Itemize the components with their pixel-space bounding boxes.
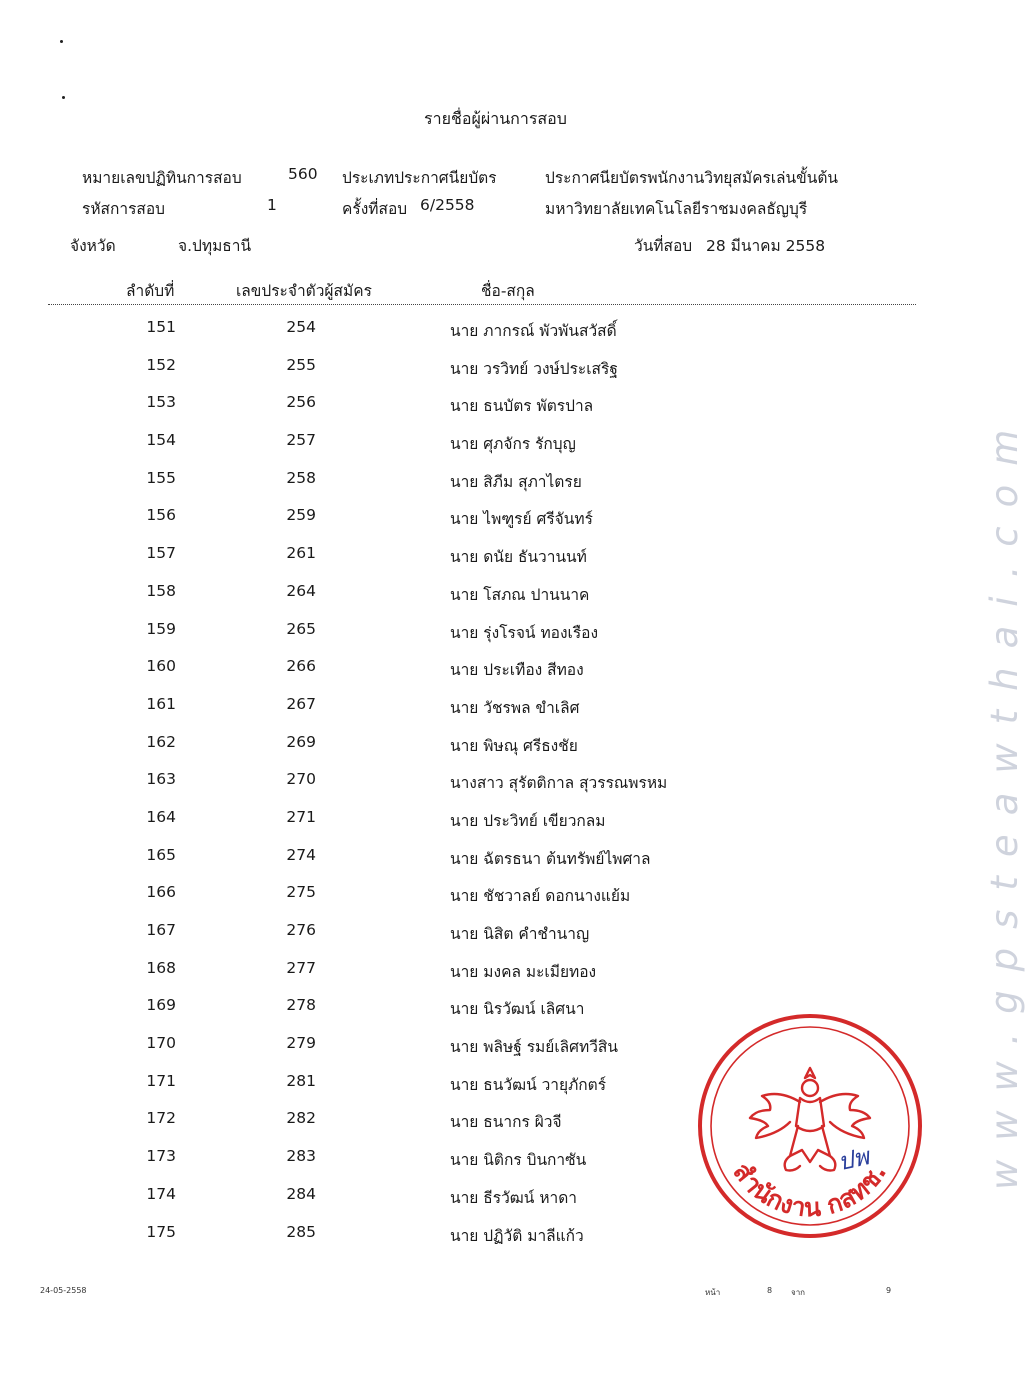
applicant-name: นาย พิษณุ ศรีธงชัย xyxy=(450,736,578,755)
applicant-id: 267 xyxy=(286,694,316,713)
table-row xyxy=(0,318,991,356)
table-row xyxy=(0,620,991,658)
applicant-id: 254 xyxy=(286,318,316,336)
applicant-name: นาย ประเทือง สีทอง xyxy=(450,661,584,680)
scan-speck-2 xyxy=(62,96,65,99)
round-label: ครั้งที่สอบ xyxy=(342,200,408,218)
row-number: 163 xyxy=(146,770,176,789)
applicant-name: นาย ฉัตรธนา ต้นทรัพย์ไพศาล xyxy=(450,849,651,868)
page-number: 8 xyxy=(767,1286,773,1295)
row-number: 154 xyxy=(146,431,176,450)
applicant-name: นาย ธีรวัฒน์ หาดา xyxy=(450,1188,578,1207)
applicant-name: นาย มงคล มะเมียทอง xyxy=(450,962,597,981)
applicant-name: นาย ปฏิวัติ มาลีแก้ว xyxy=(450,1226,584,1245)
row-number: 173 xyxy=(146,1147,176,1166)
column-header-name: ชื่อ-สกุล xyxy=(481,282,535,300)
total-pages: 9 xyxy=(886,1286,892,1295)
applicant-id: 264 xyxy=(286,581,316,600)
table-row xyxy=(0,959,991,997)
applicant-name: นาย ศุภจักร รักบุญ xyxy=(450,435,576,454)
page-label: หน้า xyxy=(705,1288,721,1297)
row-number: 170 xyxy=(146,1034,176,1053)
table-row xyxy=(0,883,991,921)
applicant-name: นาย ธนากร ผิวจี xyxy=(450,1113,562,1132)
row-number: 169 xyxy=(146,996,176,1015)
permit-label: หมายเลขปฏิทินการสอบ xyxy=(82,169,242,187)
applicant-id: 285 xyxy=(286,1222,316,1241)
row-number: 168 xyxy=(146,958,176,977)
table-row xyxy=(0,695,991,733)
applicant-name: นาย ชัชวาลย์ ดอกนางแย้ม xyxy=(450,887,631,906)
of-label: จาก xyxy=(791,1288,806,1297)
venue-name: มหาวิทยาลัยเทคโนโลยีราชมงคลธัญบุรี xyxy=(545,200,808,218)
table-row xyxy=(0,506,991,544)
applicant-id: 283 xyxy=(286,1147,316,1166)
table-row xyxy=(0,393,991,431)
watermark-text: www.gpsteawthai.com xyxy=(983,410,1026,1190)
row-number: 157 xyxy=(146,544,176,563)
column-header-applicant-id: เลขประจำตัวผู้สมัคร xyxy=(236,282,372,300)
applicant-id: 261 xyxy=(286,544,316,563)
table-row xyxy=(0,770,991,808)
applicant-name: นาย ภากรณ์ พัวพันสวัสดิ์ xyxy=(450,322,617,340)
applicant-id: 274 xyxy=(286,845,316,864)
applicant-name: นาย วัชรพล ขำเลิศ xyxy=(450,698,580,717)
applicant-id: 275 xyxy=(286,883,316,902)
signature: ปพ xyxy=(835,1142,872,1177)
applicant-id: 282 xyxy=(286,1109,316,1128)
row-number: 174 xyxy=(146,1184,176,1203)
province-label: จังหวัด xyxy=(70,237,116,255)
round-value: 6/2558 xyxy=(420,196,475,214)
row-number: 162 xyxy=(146,732,176,751)
applicant-id: 269 xyxy=(286,732,316,751)
row-number: 155 xyxy=(146,468,176,487)
applicant-name: นางสาว สุรัตติกาล สุวรรณพรหม xyxy=(450,774,668,793)
applicant-name: นาย ดนัย ธันวานนท์ xyxy=(450,548,587,567)
row-number: 171 xyxy=(146,1071,176,1090)
row-number: 152 xyxy=(146,355,176,374)
scan-speck-1 xyxy=(60,40,63,43)
page-title: รายชื่อผู้ผ่านการสอบ xyxy=(424,109,567,128)
applicant-name: นาย นิสิต คำชำนาญ xyxy=(450,925,590,943)
applicant-name: นาย นิรวัฒน์ เลิศนา xyxy=(450,1000,585,1019)
permit-value: 560 xyxy=(288,165,318,183)
applicant-name: นาย โสภณ ปานนาค xyxy=(450,585,590,604)
province-value: จ.ปทุมธานี xyxy=(178,237,252,255)
row-number: 161 xyxy=(146,694,176,713)
table-row xyxy=(0,356,991,394)
exam-code-value: 1 xyxy=(267,196,277,214)
applicant-id: 277 xyxy=(286,958,316,977)
row-number: 164 xyxy=(146,807,176,826)
exam-date-value: 28 มีนาคม 2558 xyxy=(706,237,826,255)
table-row xyxy=(0,808,991,846)
print-date: 24-05-2558 xyxy=(40,1286,87,1295)
row-number: 151 xyxy=(146,318,176,336)
applicant-name: นาย นิติกร บินกาซัน xyxy=(450,1151,587,1170)
applicant-id: 271 xyxy=(286,807,316,826)
applicant-id: 256 xyxy=(286,393,316,412)
row-number: 160 xyxy=(146,657,176,676)
applicant-name: นาย ไพฑูรย์ ศรีจันทร์ xyxy=(450,510,593,529)
header-divider xyxy=(48,304,916,305)
applicant-name: นาย วรวิทย์ วงษ์ประเสริฐ xyxy=(450,359,618,378)
applicant-id: 284 xyxy=(286,1184,316,1203)
applicant-id: 265 xyxy=(286,619,316,638)
row-number: 172 xyxy=(146,1109,176,1128)
row-number: 175 xyxy=(146,1222,176,1241)
applicant-name: นาย ธนบัตร พัตรปาล xyxy=(450,397,594,416)
row-number: 159 xyxy=(146,619,176,638)
table-row xyxy=(0,733,991,771)
applicant-id: 270 xyxy=(286,770,316,789)
applicant-id: 255 xyxy=(286,355,316,374)
table-row xyxy=(0,657,991,695)
table-row xyxy=(0,469,991,507)
row-number: 167 xyxy=(146,921,176,939)
applicant-name: นาย รุ่งโรจน์ ทองเรือง xyxy=(450,623,599,642)
row-number: 158 xyxy=(146,581,176,600)
cert-type-value: ประกาศนียบัตรพนักงานวิทยุสมัครเล่นขั้นต้น xyxy=(545,169,839,187)
applicant-name: นาย ประวิทย์ เขียวกลม xyxy=(450,811,606,830)
watermark xyxy=(953,300,1026,1200)
exam-date-label: วันที่สอบ xyxy=(634,237,693,255)
row-number: 156 xyxy=(146,506,176,525)
cert-type-label: ประเภทประกาศนียบัตร xyxy=(342,169,497,187)
table-row xyxy=(0,582,991,620)
applicant-id: 281 xyxy=(286,1071,316,1090)
exam-code-label: รหัสการสอบ xyxy=(82,200,166,218)
table-row xyxy=(0,846,991,884)
table-row xyxy=(0,921,991,959)
row-number: 166 xyxy=(146,883,176,902)
applicant-id: 276 xyxy=(286,921,316,939)
applicant-id: 258 xyxy=(286,468,316,487)
applicant-id: 259 xyxy=(286,506,316,525)
applicant-id: 257 xyxy=(286,431,316,450)
applicant-id: 279 xyxy=(286,1034,316,1053)
row-number: 165 xyxy=(146,845,176,864)
table-row xyxy=(0,431,991,469)
nbtc-stamp xyxy=(690,1010,930,1250)
applicant-name: นาย พลิษฐ์ รมย์เลิศทวีสิน xyxy=(450,1038,618,1057)
row-number: 153 xyxy=(146,393,176,412)
table-row xyxy=(0,544,991,582)
applicant-name: นาย ธนวัฒน์ วายุภักตร์ xyxy=(450,1075,607,1094)
applicant-name: นาย สิภีม สุภาไตรย xyxy=(450,472,582,491)
stamp-text: สำนักงาน กสทช. xyxy=(727,1157,893,1223)
applicant-id: 266 xyxy=(286,657,316,676)
applicant-id: 278 xyxy=(286,996,316,1015)
column-header-no: ลำดับที่ xyxy=(126,282,175,300)
